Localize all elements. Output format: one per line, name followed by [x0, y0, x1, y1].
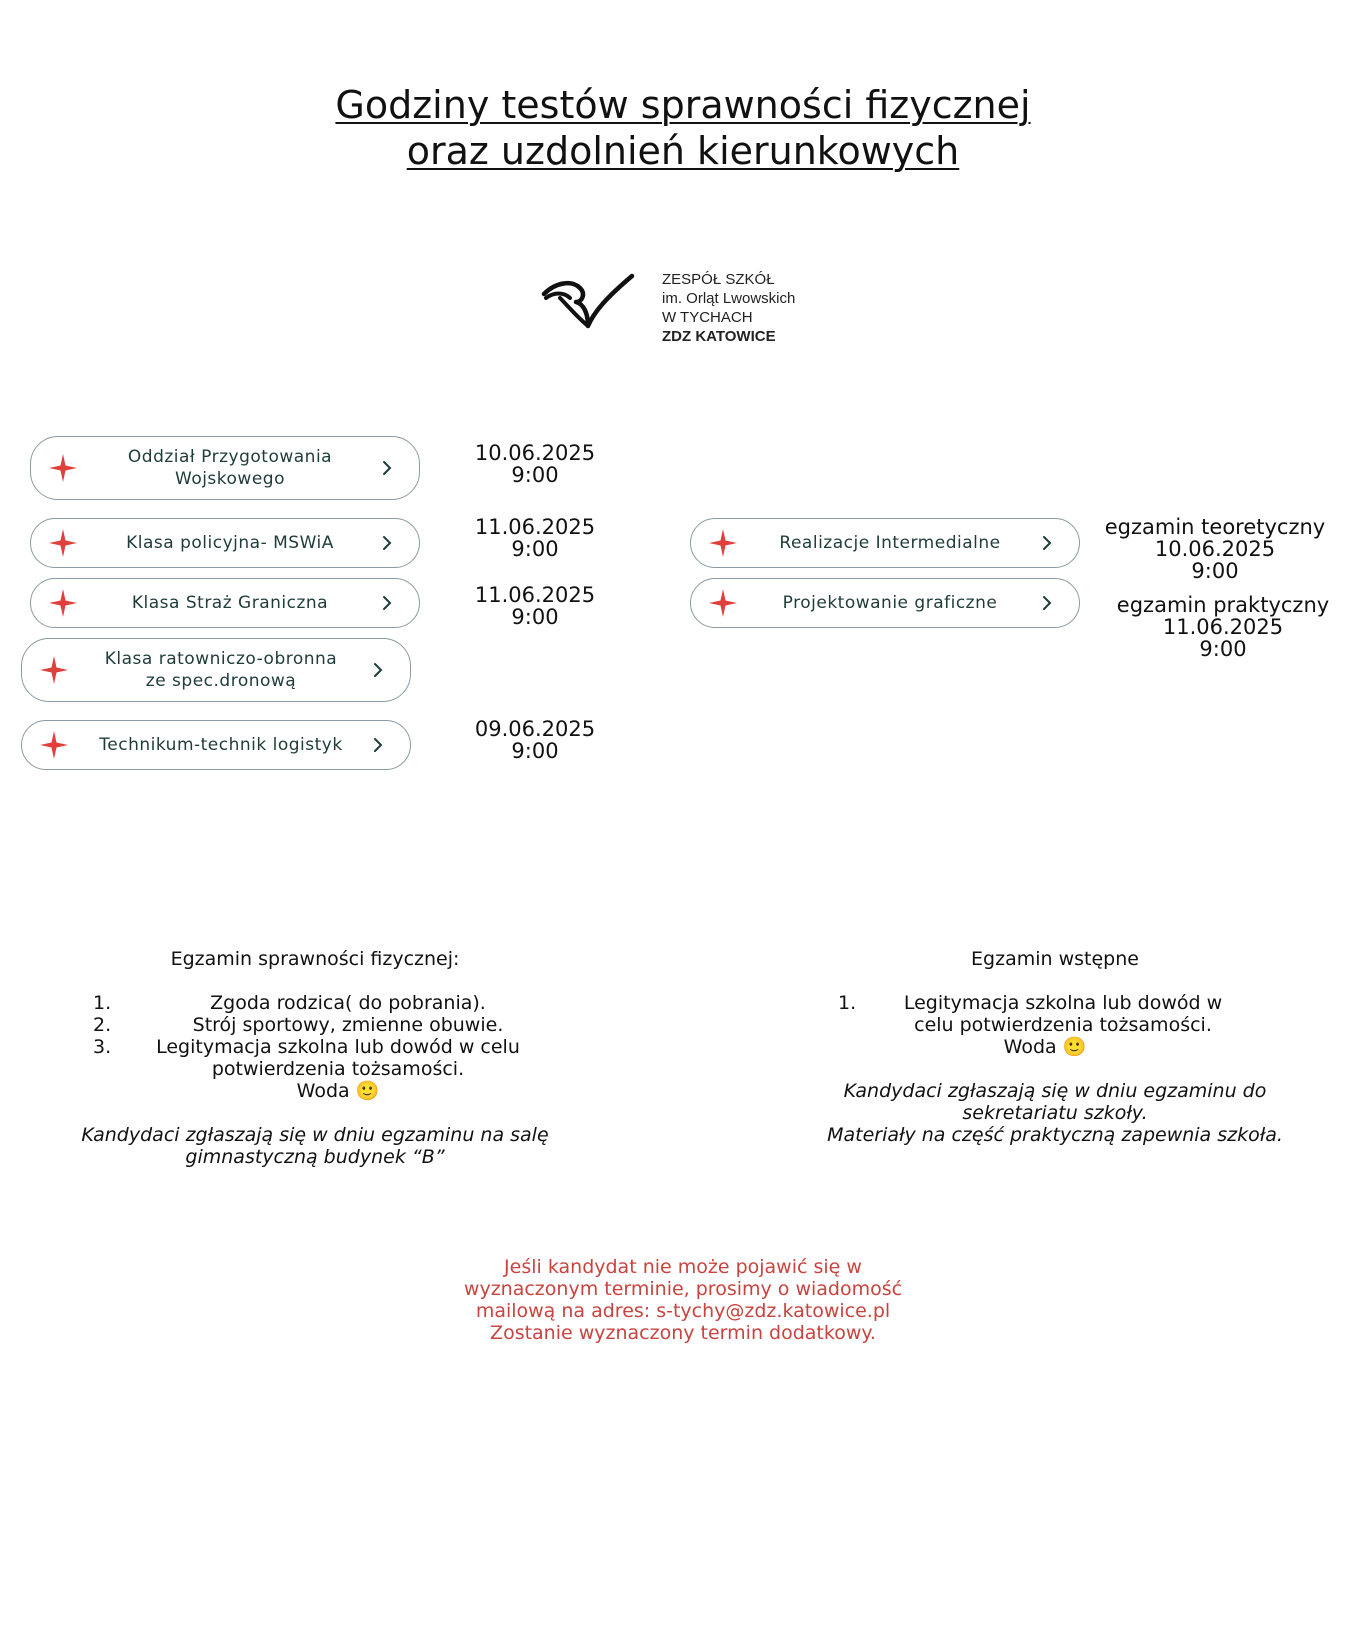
- list-item: [93, 992, 543, 1014]
- chevron-right-icon: [381, 534, 393, 552]
- fitness-exam-list: [93, 992, 543, 1080]
- exam-time: 9:00: [1191, 559, 1239, 583]
- star-icon: [49, 589, 77, 617]
- title-line-2: oraz uzdolnień kierunkowych: [406, 129, 960, 173]
- chevron-right-icon: [381, 459, 393, 477]
- class-item-border-guard[interactable]: [30, 578, 420, 628]
- date-military: [455, 442, 615, 486]
- list-text: Zgoda rodzica( do pobrania).: [210, 992, 486, 1014]
- entrance-exam-note: [800, 1080, 1310, 1146]
- exam-date: 10.06.2025: [1154, 537, 1276, 561]
- date-practice: [1108, 594, 1338, 660]
- star-icon: [709, 589, 737, 617]
- class-item-military[interactable]: [30, 436, 420, 500]
- star-icon: [49, 529, 77, 557]
- chevron-right-icon: [381, 594, 393, 612]
- date-theory: [1100, 516, 1330, 582]
- entrance-exam-heading: Egzamin wstępne: [971, 948, 1139, 970]
- star-icon: [40, 731, 68, 759]
- star-icon: [40, 656, 68, 684]
- list-item: [93, 1036, 543, 1080]
- school-logo-icon: [540, 268, 640, 332]
- fitness-exam-note: [80, 1124, 550, 1168]
- class-item-intermedia[interactable]: [690, 518, 1080, 568]
- exam-date: 11.06.2025: [474, 583, 596, 607]
- list-text: Legitymacja szkolna lub dowód w celu potwierdzenia tożsamości.: [903, 992, 1223, 1036]
- logo-line-2: im. Orląt Lwowskich: [662, 290, 796, 307]
- exam-time: 9:00: [511, 605, 559, 629]
- list-item: [838, 992, 1278, 1036]
- class-item-label: Realizacje Intermedialne: [779, 533, 1001, 553]
- class-item-label: Projektowanie graficzne: [782, 593, 998, 613]
- exam-type: egzamin teoretyczny: [1104, 515, 1326, 539]
- exam-time: 9:00: [511, 463, 559, 487]
- notice-line: Zostanie wyznaczony termin dodatkowy.: [490, 1322, 876, 1344]
- list-number: 3.: [93, 1036, 112, 1058]
- class-item-label: Technikum-technik logistyk: [99, 735, 343, 755]
- class-item-graphic-design[interactable]: [690, 578, 1080, 628]
- chevron-right-icon: [372, 661, 384, 679]
- class-item-police[interactable]: [30, 518, 420, 568]
- title-line-1: Godziny testów sprawności fizycznej: [335, 83, 1031, 127]
- star-icon: [49, 454, 77, 482]
- fitness-exam-heading: Egzamin sprawności fizycznej:: [170, 948, 460, 970]
- date-border-guard: [455, 584, 615, 628]
- logo-line-1: ZESPÓŁ SZKÓŁ: [662, 271, 775, 288]
- list-number: 2.: [93, 1014, 112, 1036]
- exam-time: 9:00: [511, 739, 559, 763]
- list-text: Strój sportowy, zmienne obuwie.: [192, 1014, 504, 1036]
- star-icon: [709, 529, 737, 557]
- date-police: [455, 516, 615, 560]
- makeup-notice: [433, 1256, 933, 1344]
- exam-date: 11.06.2025: [474, 515, 596, 539]
- notice-line: wyznaczonym terminie, prosimy o wiadomość: [463, 1278, 903, 1300]
- exam-type: egzamin praktyczny: [1116, 593, 1330, 617]
- list-text: Legitymacja szkolna lub dowód w celu potwierdzenia tożsamości.: [156, 1036, 520, 1080]
- logo-line-4: ZDZ KATOWICE: [662, 328, 776, 345]
- chevron-right-icon: [1041, 534, 1053, 552]
- note-line: Kandydaci zgłaszają się w dniu egzaminu do: [843, 1080, 1267, 1102]
- entrance-exam-list: [838, 992, 1278, 1036]
- note-line: gimnastyczną budynek “B”: [185, 1146, 445, 1168]
- notice-line: mailową na adres: s-tychy@zdz.katowice.pl: [475, 1300, 891, 1322]
- class-item-label: Klasa ratowniczo-obronna ze spec.dronową: [104, 649, 338, 691]
- fitness-exam-extra: Woda 🙂: [296, 1080, 380, 1102]
- class-item-logistics[interactable]: [21, 720, 411, 770]
- school-name: [662, 270, 795, 346]
- exam-time: 9:00: [1199, 637, 1247, 661]
- note-line: sekretariatu szkoły.: [962, 1102, 1148, 1124]
- list-number: 1.: [838, 992, 857, 1014]
- class-item-label: Oddział Przygotowania Wojskowego: [127, 447, 333, 489]
- exam-time: 9:00: [511, 537, 559, 561]
- page-title: [0, 82, 1366, 174]
- class-item-label: Klasa Straż Graniczna: [131, 593, 329, 613]
- notice-line: Jeśli kandydat nie może pojawić się w: [504, 1256, 862, 1278]
- date-logistics: [455, 718, 615, 762]
- exam-date: 10.06.2025: [474, 441, 596, 465]
- exam-date: 09.06.2025: [474, 717, 596, 741]
- list-number: 1.: [93, 992, 112, 1014]
- class-item-rescue-defense[interactable]: [21, 638, 411, 702]
- exam-date: 11.06.2025: [1162, 615, 1284, 639]
- note-line: Kandydaci zgłaszają się w dniu egzaminu na salę: [81, 1124, 549, 1146]
- logo-line-3: W TYCHACH: [662, 309, 753, 326]
- note-line: Materiały na część praktyczną zapewnia szkoła.: [827, 1124, 1283, 1146]
- chevron-right-icon: [372, 736, 384, 754]
- entrance-exam-extra: Woda 🙂: [1003, 1036, 1087, 1058]
- list-item: [93, 1014, 543, 1036]
- chevron-right-icon: [1041, 594, 1053, 612]
- class-item-label: Klasa policyjna- MSWiA: [126, 533, 334, 553]
